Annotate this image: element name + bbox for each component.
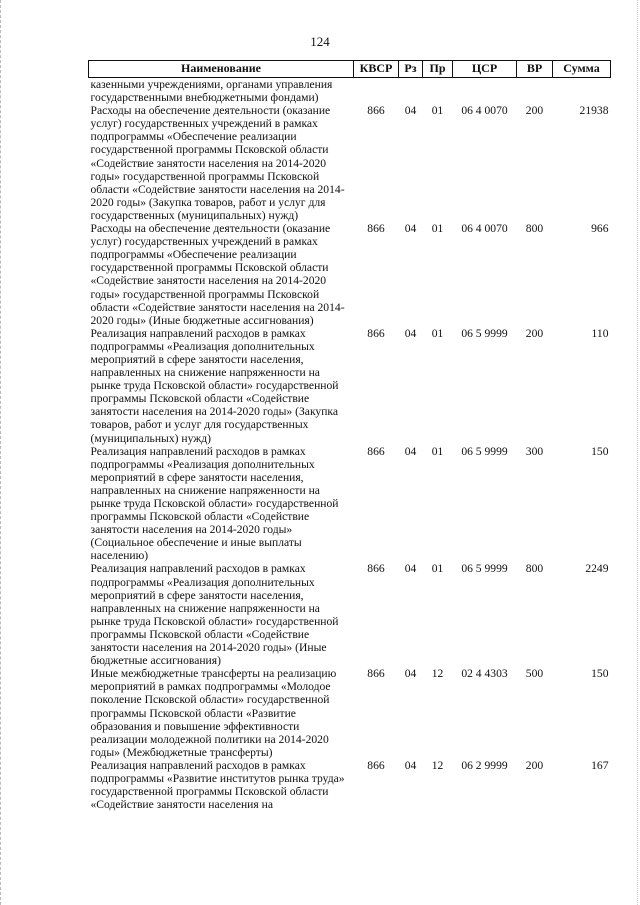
row-name: Реализация направлений расходов в рамках подпрограммы «Реализация дополнительных мероприятий в сфере занятости населения, направленных на снижение напряженности на рынке труда Псковской области» государственной программы Псковской области «Содействие занятости населения на 2014-2020 годы» (Закупка товаров, работ и услуг для государственных (муниципальных) нужд) [90,326,339,445]
header-kvsr: КВСР [354,61,399,78]
row-kvsr: 866 [367,562,385,576]
table-row [89,759,611,811]
row-vr: 200 [525,104,544,118]
header-pr: Пр [423,61,453,78]
row-pr: 01 [431,326,444,340]
row-rz: 04 [404,104,417,118]
row-pr: 01 [431,562,444,576]
row-kvsr: 866 [367,444,385,458]
row-csr: 06 5 9999 [461,444,508,458]
row-pr: 12 [431,667,444,681]
row-pr: 01 [431,222,444,236]
table-row [89,667,611,759]
header-csr: ЦСР [453,61,517,78]
row-name: Реализация направлений расходов в рамках подпрограммы «Реализация дополнительных мероприятий в сфере занятости населения, направленных на снижение напряженности на рынке труда Псковской области» государственной программы Псковской области «Содействие занятости населения на 2014-2020 годы» (Социальное обеспечение и иные выплаты населению) [90,444,339,563]
row-rz: 04 [404,562,417,576]
row-sum [553,78,611,105]
row-csr: 06 5 9999 [461,326,508,340]
row-kvsr: 866 [367,104,385,118]
row-vr: 800 [525,562,544,576]
row-vr: 200 [525,326,544,340]
row-name: Иные межбюджетные трансферты на реализацию мероприятий в рамках подпрограммы «Молодое поколение Псковской области» государственной программы Псковской области «Развитие образования и повышение эффективности реализации молодежной политики на 2014-2020 годы» (Межбюджетные трансферты) [90,667,337,759]
row-name: Расходы на обеспечение деятельности (оказание услуг) государственных учреждений в рамках подпрограммы «Обеспечение реализации государственной программы Псковской области «Содействие занятости населения на 2014-2020 годы» государственной программы Псковской области «Содействие занятости населения на 2014-2020 годы» (Иные бюджетные ассигнования) [90,222,345,327]
row-vr: 500 [525,667,544,681]
scan-edge-right [635,0,638,905]
row-sum: 110 [591,326,609,340]
row-sum: 966 [591,222,609,236]
row-pr [423,78,453,105]
row-sum: 21938 [579,104,609,118]
row-rz [399,78,423,105]
row-vr: 200 [525,758,544,772]
row-rz: 04 [404,444,417,458]
scan-edge-left [0,0,3,905]
row-kvsr: 866 [367,326,385,340]
row-sum: 167 [591,758,609,772]
budget-table [88,60,611,811]
table-row [89,104,611,222]
table-row [89,445,611,563]
row-kvsr: 866 [367,758,385,772]
row-vr: 800 [525,222,544,236]
row-rz: 04 [404,222,417,236]
row-csr: 06 2 9999 [461,758,508,772]
row-pr: 01 [431,444,444,458]
row-sum: 150 [591,444,609,458]
row-rz: 04 [404,758,417,772]
row-kvsr: 866 [367,667,385,681]
header-rz: Рз [399,61,423,78]
table-row [89,78,611,105]
row-kvsr: 866 [367,222,385,236]
table-row [89,562,611,667]
table-row [89,222,611,327]
row-csr: 06 4 0070 [461,222,508,236]
header-name: Наименование [89,61,354,78]
row-pr: 01 [431,104,444,118]
row-name: казенными учреждениями, органами управления государственными внебюджетными фондами) [90,78,333,105]
row-rz: 04 [404,667,417,681]
row-kvsr [354,78,399,105]
row-csr [453,78,517,105]
row-csr: 02 4 4303 [461,667,508,681]
row-sum: 2249 [585,562,609,576]
row-name: Реализация направлений расходов в рамках подпрограммы «Развитие институтов рынка труда» государственной программы Псковской области «Содействие занятости населения на [90,758,345,812]
row-vr [517,78,553,105]
page-number: 124 [310,34,330,49]
row-vr: 300 [525,444,544,458]
row-sum: 150 [591,667,609,681]
table-row [89,327,611,445]
row-rz: 04 [404,326,417,340]
row-pr: 12 [431,758,444,772]
row-name: Расходы на обеспечение деятельности (оказание услуг) государственных учреждений в рамках подпрограммы «Обеспечение реализации государственной программы Псковской области «Содействие занятости населения на 2014-2020 годы» государственной программы Псковской области «Содействие занятости населения на 2014-2020 годы» (Закупка товаров, работ и услуг для государственных (муниципальных) нужд) [90,104,345,222]
header-vr: ВР [517,61,553,78]
table-header-row [89,61,611,78]
row-name: Реализация направлений расходов в рамках подпрограммы «Реализация дополнительных мероприятий в сфере занятости населения, направленных на снижение напряженности на рынке труда Псковской области» государственной программы Псковской области «Содействие занятости населения на 2014-2020 годы» (Иные бюджетные ассигнования) [90,562,339,668]
row-csr: 06 4 0070 [461,104,508,118]
header-sum: Сумма [553,61,611,78]
row-csr: 06 5 9999 [461,562,508,576]
